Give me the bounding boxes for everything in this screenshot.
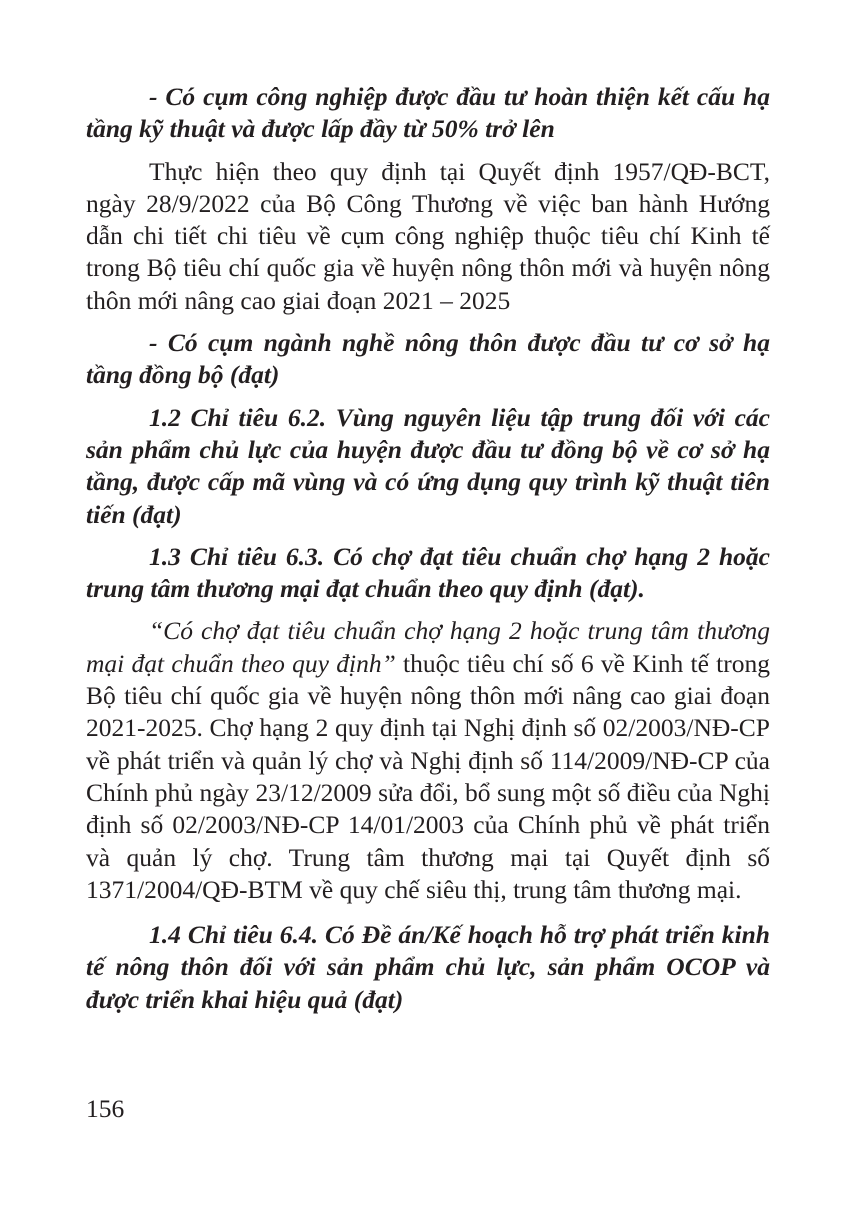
paragraph-decision-1957: Thực hiện theo quy định tại Quyết định 1957/QĐ-BCT, ngày 28/9/2022 của Bộ Công Thương về việc ban hành Hướng dẫn chi tiết chi tiêu về cụm công nghiệp thuộc tiêu chí Kinh tế trong Bộ tiêu chí quốc gia về huyện nông thôn mới và huyện nông thôn mới nâng cao giai đoạn 2021 – 2025 bbox=[86, 156, 770, 315]
heading-indicator-6-2: 1.2 Chỉ tiêu 6.2. Vùng nguyên liệu tập trung đối với các sản phẩm chủ lực của huyện được đầu tư đồng bộ về cơ sở hạ tầng, được cấp mã vùng và có ứng dụng quy trình kỹ thuật tiên tiến (đạt) bbox=[86, 402, 770, 529]
paragraph-market-body: thuộc tiêu chí số 6 về Kinh tế trong Bộ tiêu chí quốc gia về huyện nông thôn mới nâng cao giai đoạn 2021-2025. Chợ hạng 2 quy định tại Nghị định số 02/2003/NĐ-CP về phát triển và quản lý chợ và Nghị định số 114/2009/NĐ-CP của Chính phủ ngày 23/12/2009 sửa đổi, bổ sung một số điều của Nghị định số 02/2003/NĐ-CP 14/01/2003 của Chính phủ về phát triển và quản lý chợ. Trung tâm thương mại tại Quyết định số 1371/2004/QĐ-BTM về quy chế siêu thị, trung tâm thương mại. bbox=[86, 648, 771, 904]
page-number: 156 bbox=[86, 1094, 125, 1123]
paragraph-market-standard bbox=[86, 615, 770, 906]
subheading-craft-cluster: - Có cụm ngành nghề nông thôn được đầu tư cơ sở hạ tầng đồng bộ (đạt) bbox=[86, 328, 770, 390]
quoted-indicator-text: “Có chợ đạt tiêu chuẩn chợ hạng 2 hoặc trung tâm thương mại đạt chuẩn theo quy định” bbox=[86, 616, 770, 678]
document-page bbox=[86, 81, 770, 1016]
heading-indicator-6-4: 1.4 Chỉ tiêu 6.4. Có Đề án/Kế hoạch hỗ trợ phát triển kinh tế nông thôn đối với sản phẩm chủ lực, sản phẩm OCOP và được triển khai hiệu quả (đạt) bbox=[86, 920, 770, 1014]
heading-indicator-6-3: 1.3 Chỉ tiêu 6.3. Có chợ đạt tiêu chuẩn chợ hạng 2 hoặc trung tâm thương mại đạt chuẩn theo quy định (đạt). bbox=[86, 541, 770, 604]
subheading-industrial-cluster: - Có cụm công nghiệp được đầu tư hoàn thiện kết cấu hạ tầng kỹ thuật và được lấp đầy từ 50% trở lên bbox=[86, 82, 770, 144]
